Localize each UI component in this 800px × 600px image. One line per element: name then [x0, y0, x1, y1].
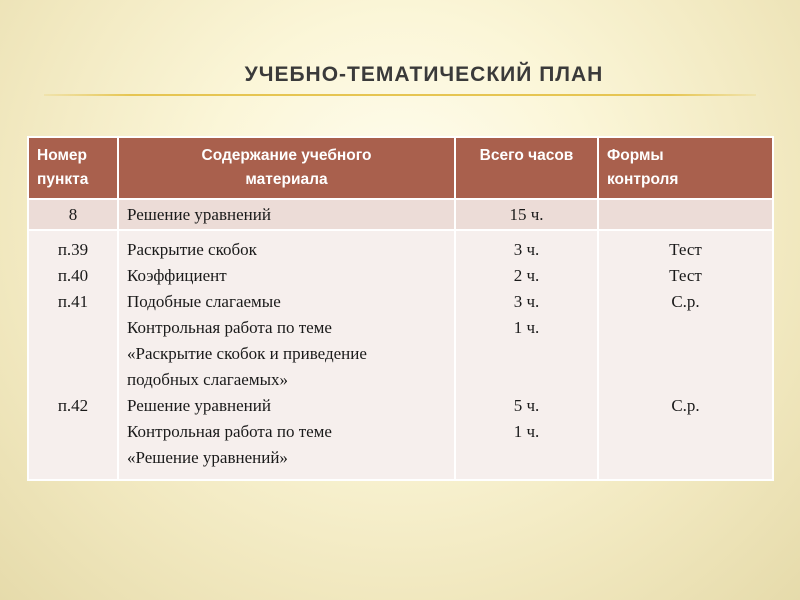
content-line: Коэффициент — [127, 266, 227, 285]
study-plan-table — [27, 136, 774, 481]
hours-value: 2 ч. — [513, 266, 540, 285]
content-line: Контрольная работа по теме — [127, 422, 332, 441]
slide-title: УЧЕБНО-ТЕМАТИЧЕСКИЙ ПЛАН — [244, 63, 604, 86]
hours-value: 1 ч. — [513, 318, 540, 337]
item-numbers-cell — [28, 230, 118, 480]
content-line: Подобные слагаемые — [127, 292, 281, 311]
hours-value: 3 ч. — [513, 240, 540, 259]
header-content-line2: материала — [245, 171, 328, 188]
section-forms — [598, 199, 773, 230]
table-header-row — [28, 137, 773, 199]
content-line: «Раскрытие скобок и приведение — [127, 344, 367, 363]
item-forms-cell — [598, 230, 773, 480]
section-content: Решение уравнений — [118, 199, 455, 230]
header-content-line1: Содержание учебного — [201, 147, 372, 164]
item-hours-cell — [455, 230, 598, 480]
item-number: п.42 — [57, 396, 89, 415]
title-underline — [44, 94, 756, 96]
header-content — [118, 137, 455, 199]
section-number: 8 — [28, 199, 118, 230]
hours-value: 5 ч. — [513, 396, 540, 415]
header-number-line2: пункта — [37, 171, 89, 188]
content-line: Раскрытие скобок — [127, 240, 257, 259]
table-row — [28, 199, 773, 230]
hours-value: 3 ч. — [513, 292, 540, 311]
content-line: Контрольная работа по теме — [127, 318, 332, 337]
header-number-line1: Номер — [37, 147, 88, 164]
content-line: подобных слагаемых» — [127, 370, 288, 389]
content-line: Решение уравнений — [127, 396, 271, 415]
header-hours: Всего часов — [455, 137, 598, 199]
header-forms-line2: контроля — [607, 171, 679, 188]
control-form: С.р. — [671, 292, 700, 311]
content-line: «Решение уравнений» — [127, 448, 288, 467]
header-number — [28, 137, 118, 199]
table-row — [28, 230, 773, 480]
item-number: п.40 — [57, 266, 89, 285]
header-forms-line1: Формы — [607, 147, 664, 164]
item-number: п.39 — [57, 240, 89, 259]
control-form: Тест — [669, 266, 702, 285]
item-number: п.41 — [57, 292, 89, 311]
section-hours: 15 ч. — [455, 199, 598, 230]
control-form: Тест — [669, 240, 702, 259]
header-forms — [598, 137, 773, 199]
control-form: С.р. — [671, 396, 700, 415]
hours-value: 1 ч. — [513, 422, 540, 441]
item-content-cell — [118, 230, 455, 480]
